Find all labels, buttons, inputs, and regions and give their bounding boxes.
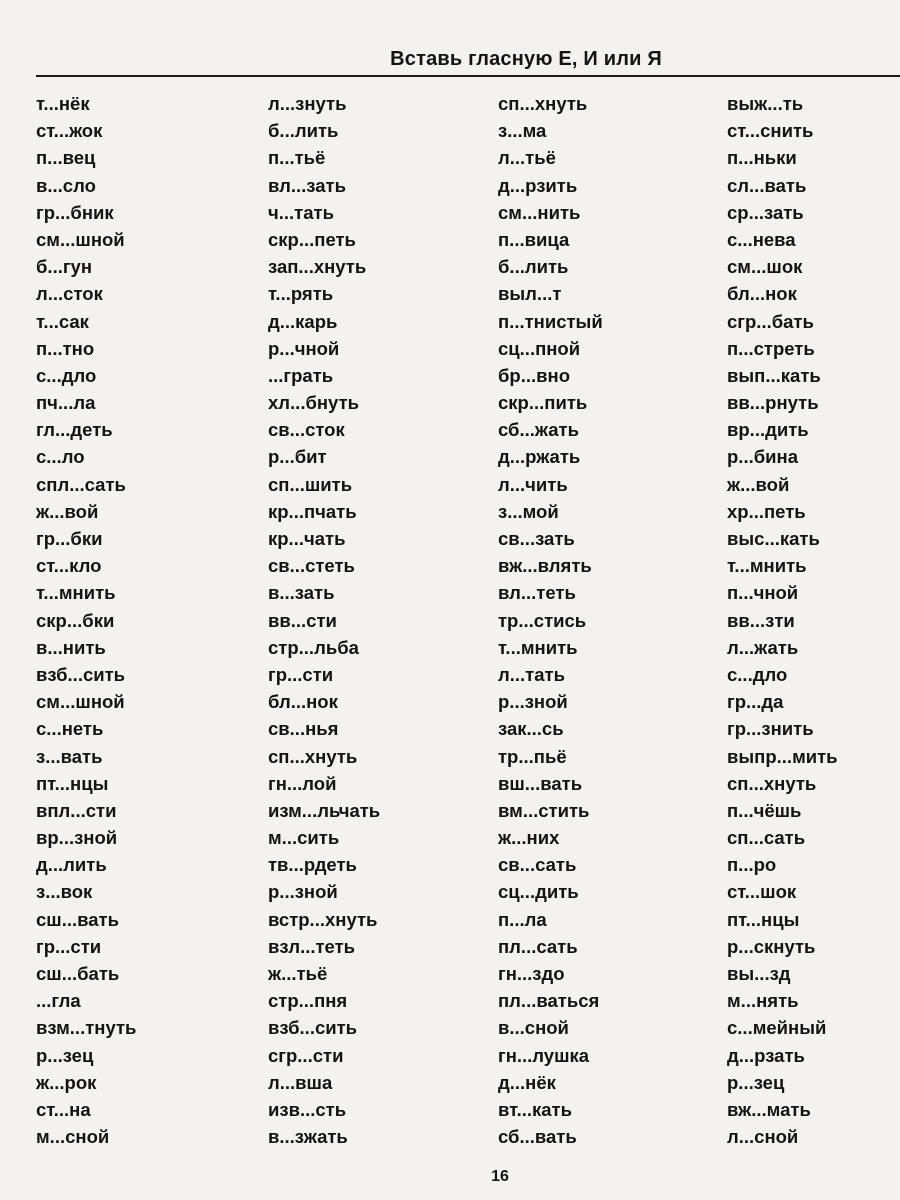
word-item: вр...зной xyxy=(36,827,118,849)
word-item: выл...т xyxy=(498,283,562,305)
word-item: хр...петь xyxy=(727,500,806,522)
word-item: кр...чать xyxy=(268,528,346,549)
page-header xyxy=(36,0,900,80)
word-item: д...лить xyxy=(36,854,107,876)
word-item: пт...нцы xyxy=(36,772,109,794)
word-column-2 xyxy=(268,90,448,1150)
word-item: вв...рнуть xyxy=(727,392,819,414)
word-item: п...ньки xyxy=(727,147,797,169)
word-item: изв...сть xyxy=(268,1098,347,1120)
word-item: вж...мать xyxy=(727,1098,811,1120)
word-item: сш...бать xyxy=(36,963,120,984)
word-item: ж...тьё xyxy=(268,963,328,984)
word-item: см...шной xyxy=(36,228,125,250)
word-item: сб...жать xyxy=(498,419,579,441)
word-item: п...чной xyxy=(727,582,799,604)
word-item: скр...петь xyxy=(268,228,356,250)
word-item: т...сак xyxy=(36,310,89,332)
word-item: пт...нцы xyxy=(727,908,800,930)
word-item: т...мнить xyxy=(727,555,807,577)
word-item: сш...вать xyxy=(36,908,119,930)
word-item: взб...сить xyxy=(36,663,126,685)
word-item: м...сить xyxy=(268,827,340,849)
word-item: пч...ла xyxy=(36,392,96,414)
word-item: м...нять xyxy=(727,990,799,1012)
word-item: р...бит xyxy=(268,446,327,468)
word-item: ср...зать xyxy=(727,201,804,223)
word-item: с...мейный xyxy=(727,1017,827,1039)
word-item: сц...дить xyxy=(498,881,579,903)
word-item: в...сло xyxy=(36,174,96,196)
word-item: св...сать xyxy=(498,854,577,876)
word-item: л...сной xyxy=(727,1126,799,1148)
word-item: вып...кать xyxy=(727,364,821,386)
word-item: б...лить xyxy=(268,120,339,142)
word-item: бл...нок xyxy=(727,283,797,305)
word-item: р...зец xyxy=(36,1044,94,1066)
word-item: скр...бки xyxy=(36,609,115,631)
word-item: вш...вать xyxy=(498,772,583,794)
word-item: в...сной xyxy=(498,1017,569,1039)
word-item: выс...кать xyxy=(727,528,820,549)
word-item: л...тьё xyxy=(498,147,556,169)
word-item: ...гла xyxy=(36,990,81,1012)
word-item: в...зать xyxy=(268,582,335,604)
word-item: св...стеть xyxy=(268,555,355,577)
word-item: з...мой xyxy=(498,500,559,522)
word-item: д...нёк xyxy=(498,1071,556,1093)
word-item: р...чной xyxy=(268,337,340,359)
word-item: п...тно xyxy=(36,337,95,359)
page-title: Вставь гласную Е, И или Я xyxy=(390,48,662,70)
word-item: впл...сти xyxy=(36,799,117,821)
word-item: гр...сти xyxy=(36,935,102,957)
word-item: выж...ть xyxy=(727,93,804,114)
word-item: вм...стить xyxy=(498,799,590,821)
word-item: б...гун xyxy=(36,256,93,278)
word-item: сл...вать xyxy=(727,174,807,196)
word-item: ст...снить xyxy=(727,120,814,142)
word-item: л...тать xyxy=(498,663,565,685)
word-item: с...неть xyxy=(36,718,104,740)
word-item: ...грать xyxy=(268,364,334,386)
word-item: вв...сти xyxy=(268,609,337,631)
word-item: изм...льчать xyxy=(268,799,381,821)
word-item: ж...них xyxy=(498,827,560,849)
word-item: ст...жок xyxy=(36,120,103,142)
word-item: гр...да xyxy=(727,691,784,713)
word-item: св...нья xyxy=(268,718,339,740)
word-item: выпр...мить xyxy=(727,745,838,767)
word-item: бл...нок xyxy=(268,691,338,713)
word-item: с...дло xyxy=(36,364,97,386)
word-item: п...стреть xyxy=(727,337,815,359)
word-item: ж...рок xyxy=(36,1071,97,1093)
word-column-3 xyxy=(498,90,678,1150)
word-item: гр...бник xyxy=(36,201,114,223)
word-item: с...дло xyxy=(727,663,788,685)
word-item: в...зжать xyxy=(268,1126,348,1148)
word-item: т...мнить xyxy=(36,582,116,604)
word-item: взм...тнуть xyxy=(36,1017,137,1039)
word-item: скр...пить xyxy=(498,392,588,414)
word-item: гр...сти xyxy=(268,663,334,685)
word-item: см...шок xyxy=(727,256,803,278)
word-item: т...рять xyxy=(268,283,334,305)
word-item: зап...хнуть xyxy=(268,256,367,278)
word-item: ж...вой xyxy=(727,473,790,495)
word-item: д...ржать xyxy=(498,446,581,468)
word-item: л...вша xyxy=(268,1071,333,1093)
word-item: тр...стись xyxy=(498,609,587,631)
word-column-1 xyxy=(36,90,216,1150)
word-item: гр...бки xyxy=(36,528,103,549)
word-item: св...сток xyxy=(268,419,345,441)
word-item: сп...шить xyxy=(268,473,353,495)
word-item: в...нить xyxy=(36,636,106,658)
word-item: м...сной xyxy=(36,1126,110,1148)
word-item: сб...вать xyxy=(498,1126,577,1148)
word-item: з...вать xyxy=(36,745,103,767)
word-item: вж...влять xyxy=(498,555,592,577)
word-item: взб...сить xyxy=(268,1017,358,1039)
title-rule xyxy=(36,75,900,77)
word-item: п...тьё xyxy=(268,147,326,169)
word-item: ст...кло xyxy=(36,555,102,577)
word-item: вр...дить xyxy=(727,419,809,441)
word-item: д...карь xyxy=(268,310,338,332)
word-item: с...ло xyxy=(36,446,85,468)
word-item: пл...сать xyxy=(498,935,578,957)
word-item: кр...пчать xyxy=(268,500,357,522)
word-item: б...лить xyxy=(498,256,569,278)
word-item: вл...теть xyxy=(498,582,576,604)
word-item: зак...сь xyxy=(498,718,564,740)
word-item: вт...кать xyxy=(498,1098,572,1120)
word-item: л...сток xyxy=(36,283,103,305)
word-item: св...зать xyxy=(498,528,575,549)
word-item: р...бина xyxy=(727,446,798,468)
word-item: ч...тать xyxy=(268,201,334,223)
word-item: вв...зти xyxy=(727,609,795,631)
word-item: т...мнить xyxy=(498,636,578,658)
word-item: р...зной xyxy=(268,881,338,903)
word-item: вы...зд xyxy=(727,963,791,984)
word-item: п...вец xyxy=(36,147,96,169)
word-item: гн...лушка xyxy=(498,1044,590,1066)
word-item: ст...на xyxy=(36,1098,91,1120)
word-item: р...скнуть xyxy=(727,935,816,957)
word-item: гн...здо xyxy=(498,963,565,984)
word-item: сц...пной xyxy=(498,337,581,359)
word-item: гр...знить xyxy=(727,718,814,740)
word-item: р...зец xyxy=(727,1071,785,1093)
word-item: д...рзать xyxy=(727,1044,805,1066)
word-item: р...зной xyxy=(498,691,568,713)
word-item: п...ро xyxy=(727,854,777,876)
word-item: п...вица xyxy=(498,228,570,250)
word-item: з...ма xyxy=(498,120,547,142)
word-item: сгр...сти xyxy=(268,1044,344,1066)
word-item: л...знуть xyxy=(268,93,347,114)
word-item: ж...вой xyxy=(36,500,99,522)
word-item: спл...сать xyxy=(36,473,126,495)
word-item: гн...лой xyxy=(268,772,337,794)
word-item: тв...рдеть xyxy=(268,854,357,876)
word-item: п...чёшь xyxy=(727,799,802,821)
word-item: д...рзить xyxy=(498,174,578,196)
word-item: гл...деть xyxy=(36,419,113,441)
word-item: ст...шок xyxy=(727,881,797,903)
word-item: взл...теть xyxy=(268,935,356,957)
word-item: хл...бнуть xyxy=(268,392,360,414)
page-number: 16 xyxy=(491,1168,509,1185)
word-columns xyxy=(0,90,900,1160)
word-column-4 xyxy=(727,90,900,1150)
word-item: сп...хнуть xyxy=(268,745,358,767)
word-item: л...чить xyxy=(498,473,568,495)
word-item: см...шной xyxy=(36,691,125,713)
word-item: встр...хнуть xyxy=(268,908,378,930)
word-item: п...тнистый xyxy=(498,310,603,332)
word-item: сп...хнуть xyxy=(727,772,817,794)
word-item: пл...ваться xyxy=(498,990,600,1012)
word-item: сп...хнуть xyxy=(498,93,588,114)
word-item: бр...вно xyxy=(498,364,570,386)
word-item: стр...льба xyxy=(268,636,359,658)
word-item: с...нева xyxy=(727,228,796,250)
word-item: см...нить xyxy=(498,201,581,223)
word-item: сп...сать xyxy=(727,827,806,849)
word-item: сгр...бать xyxy=(727,310,814,332)
word-item: тр...пьё xyxy=(498,745,567,767)
word-item: п...ла xyxy=(498,908,547,930)
word-item: з...вок xyxy=(36,881,93,903)
word-item: л...жать xyxy=(727,636,799,658)
word-item: вл...зать xyxy=(268,174,346,196)
word-item: т...нёк xyxy=(36,93,90,114)
word-item: стр...пня xyxy=(268,990,348,1012)
